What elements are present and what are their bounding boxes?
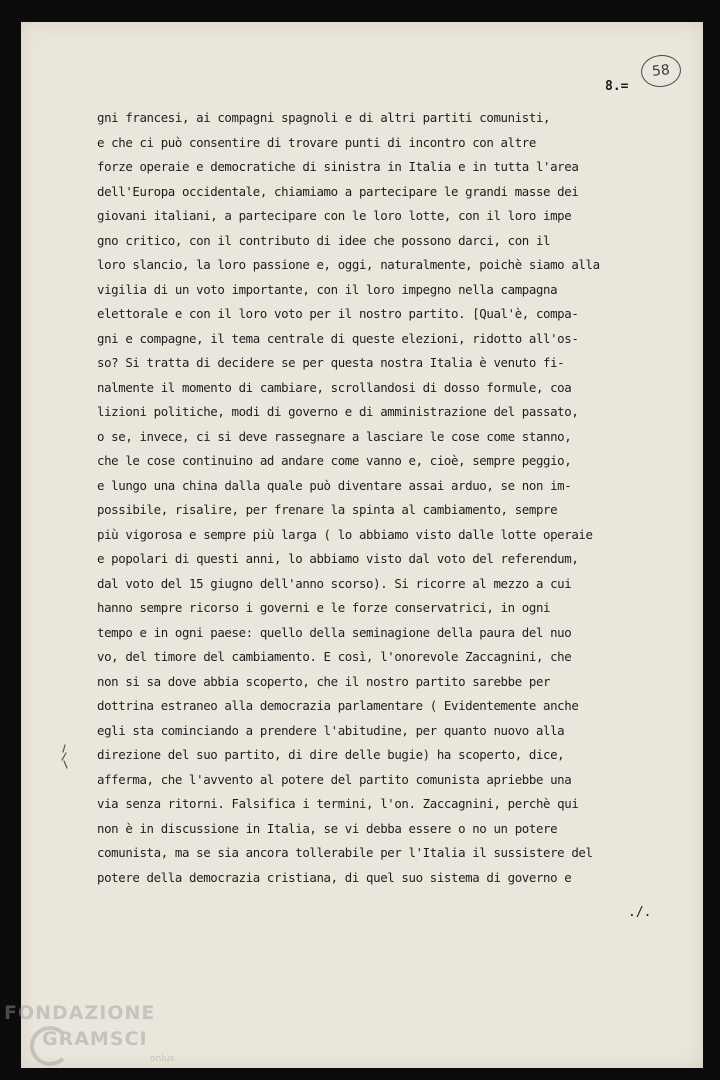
text-line: più vigorosa e sempre più larga ( lo abbiamo visto dalle lotte operaie [97, 526, 593, 542]
text-line: o se, invece, ci si deve rassegnare a lasciare le cose come stanno, [97, 428, 572, 444]
typewritten-body-text [97, 106, 600, 890]
text-line: tempo e in ogni paese: quello della seminagione della paura del nuo [97, 624, 572, 640]
text-line: dell'Europa occidentale, chiamiamo a partecipare le grandi masse dei [97, 183, 579, 199]
text-line: direzione del suo partito, di dire delle bugie) ha scoperto, dice, [97, 747, 565, 762]
text-line: via senza ritorni. Falsifica i termini, l'on. Zaccagnini, perchè qui [97, 796, 579, 811]
text-line: e lungo una china dalla quale può diventare assai arduo, se non im- [97, 477, 572, 493]
fondazione-gramsci-watermark [4, 1002, 204, 1076]
text-line: lizioni politiche, modi di governo e di amministrazione del passato, [97, 404, 579, 419]
page-number: 8.= [605, 79, 629, 94]
text-line: nalmente il momento di cambiare, scrollandosi di dosso formule, coa [97, 379, 572, 395]
text-line: comunista, ma se sia ancora tollerabile per l'Italia il sussistere del [97, 845, 593, 860]
text-line: vo, del timore del cambiamento. E così, l'onorevole Zaccagnini, che [97, 649, 572, 664]
text-line: potere della democrazia cristiana, di quel suo sistema di governo e [97, 869, 572, 885]
text-line: e che ci può consentire di trovare punti di incontro con altre [97, 134, 536, 150]
text-line: so? Si tratta di decidere se per questa nostra Italia è venuto fi- [97, 355, 565, 370]
watermark-line-2: GRAMSCI [42, 1028, 148, 1050]
text-line: non si sa dove abbia scoperto, che il nostro partito sarebbe per [97, 673, 551, 689]
text-line: afferma, che l'avvento al potere del partito comunista apriebbe una [97, 771, 572, 787]
text-line: egli sta cominciando a prendere l'abitudine, per quanto nuovo alla [97, 722, 565, 738]
text-line: elettorale e con il loro voto per il nostro partito. [Qual'è, compa- [97, 306, 579, 321]
watermark-line-1: FONDAZIONE [4, 1002, 156, 1024]
text-line: giovani italiani, a partecipare con le loro lotte, con il loro impe [97, 208, 572, 223]
folio-number-circled: 58 [639, 53, 682, 89]
text-line: gni francesi, ai compagni spagnoli e di altri partiti comunisti, [97, 110, 551, 125]
continuation-mark: ./. [628, 905, 652, 920]
watermark-line-3: onlus [150, 1054, 175, 1064]
handwritten-margin-mark [58, 744, 72, 770]
text-line: gni e compagne, il tema centrale di queste elezioni, ridotto all'os- [97, 330, 579, 346]
text-line: che le cose continuino ad andare come vanno e, cioè, sempre peggio, [97, 453, 572, 468]
text-line: loro slancio, la loro passione e, oggi, naturalmente, poichè siamo alla [97, 257, 600, 272]
text-line: dottrina estraneo alla democrazia parlamentare ( Evidentemente anche [97, 698, 579, 713]
text-line: hanno sempre ricorso i governi e le forze conservatrici, in ogni [97, 600, 551, 615]
text-line: e popolari di questi anni, lo abbiamo visto dal voto del referendum, [97, 551, 579, 566]
text-line: non è in discussione in Italia, se vi debba essere o no un potere [97, 820, 558, 836]
text-line: gno critico, con il contributo di idee che possono darci, con il [97, 232, 551, 248]
text-line: dal voto del 15 giugno dell'anno scorso). Si ricorre al mezzo a cui [97, 575, 572, 591]
text-line: vigilia di un voto importante, con il loro impegno nella campagna [97, 281, 558, 297]
text-line: forze operaie e democratiche di sinistra in Italia e in tutta l'area [97, 159, 579, 174]
text-line: possibile, risalire, per frenare la spinta al cambiamento, sempre [97, 502, 558, 517]
